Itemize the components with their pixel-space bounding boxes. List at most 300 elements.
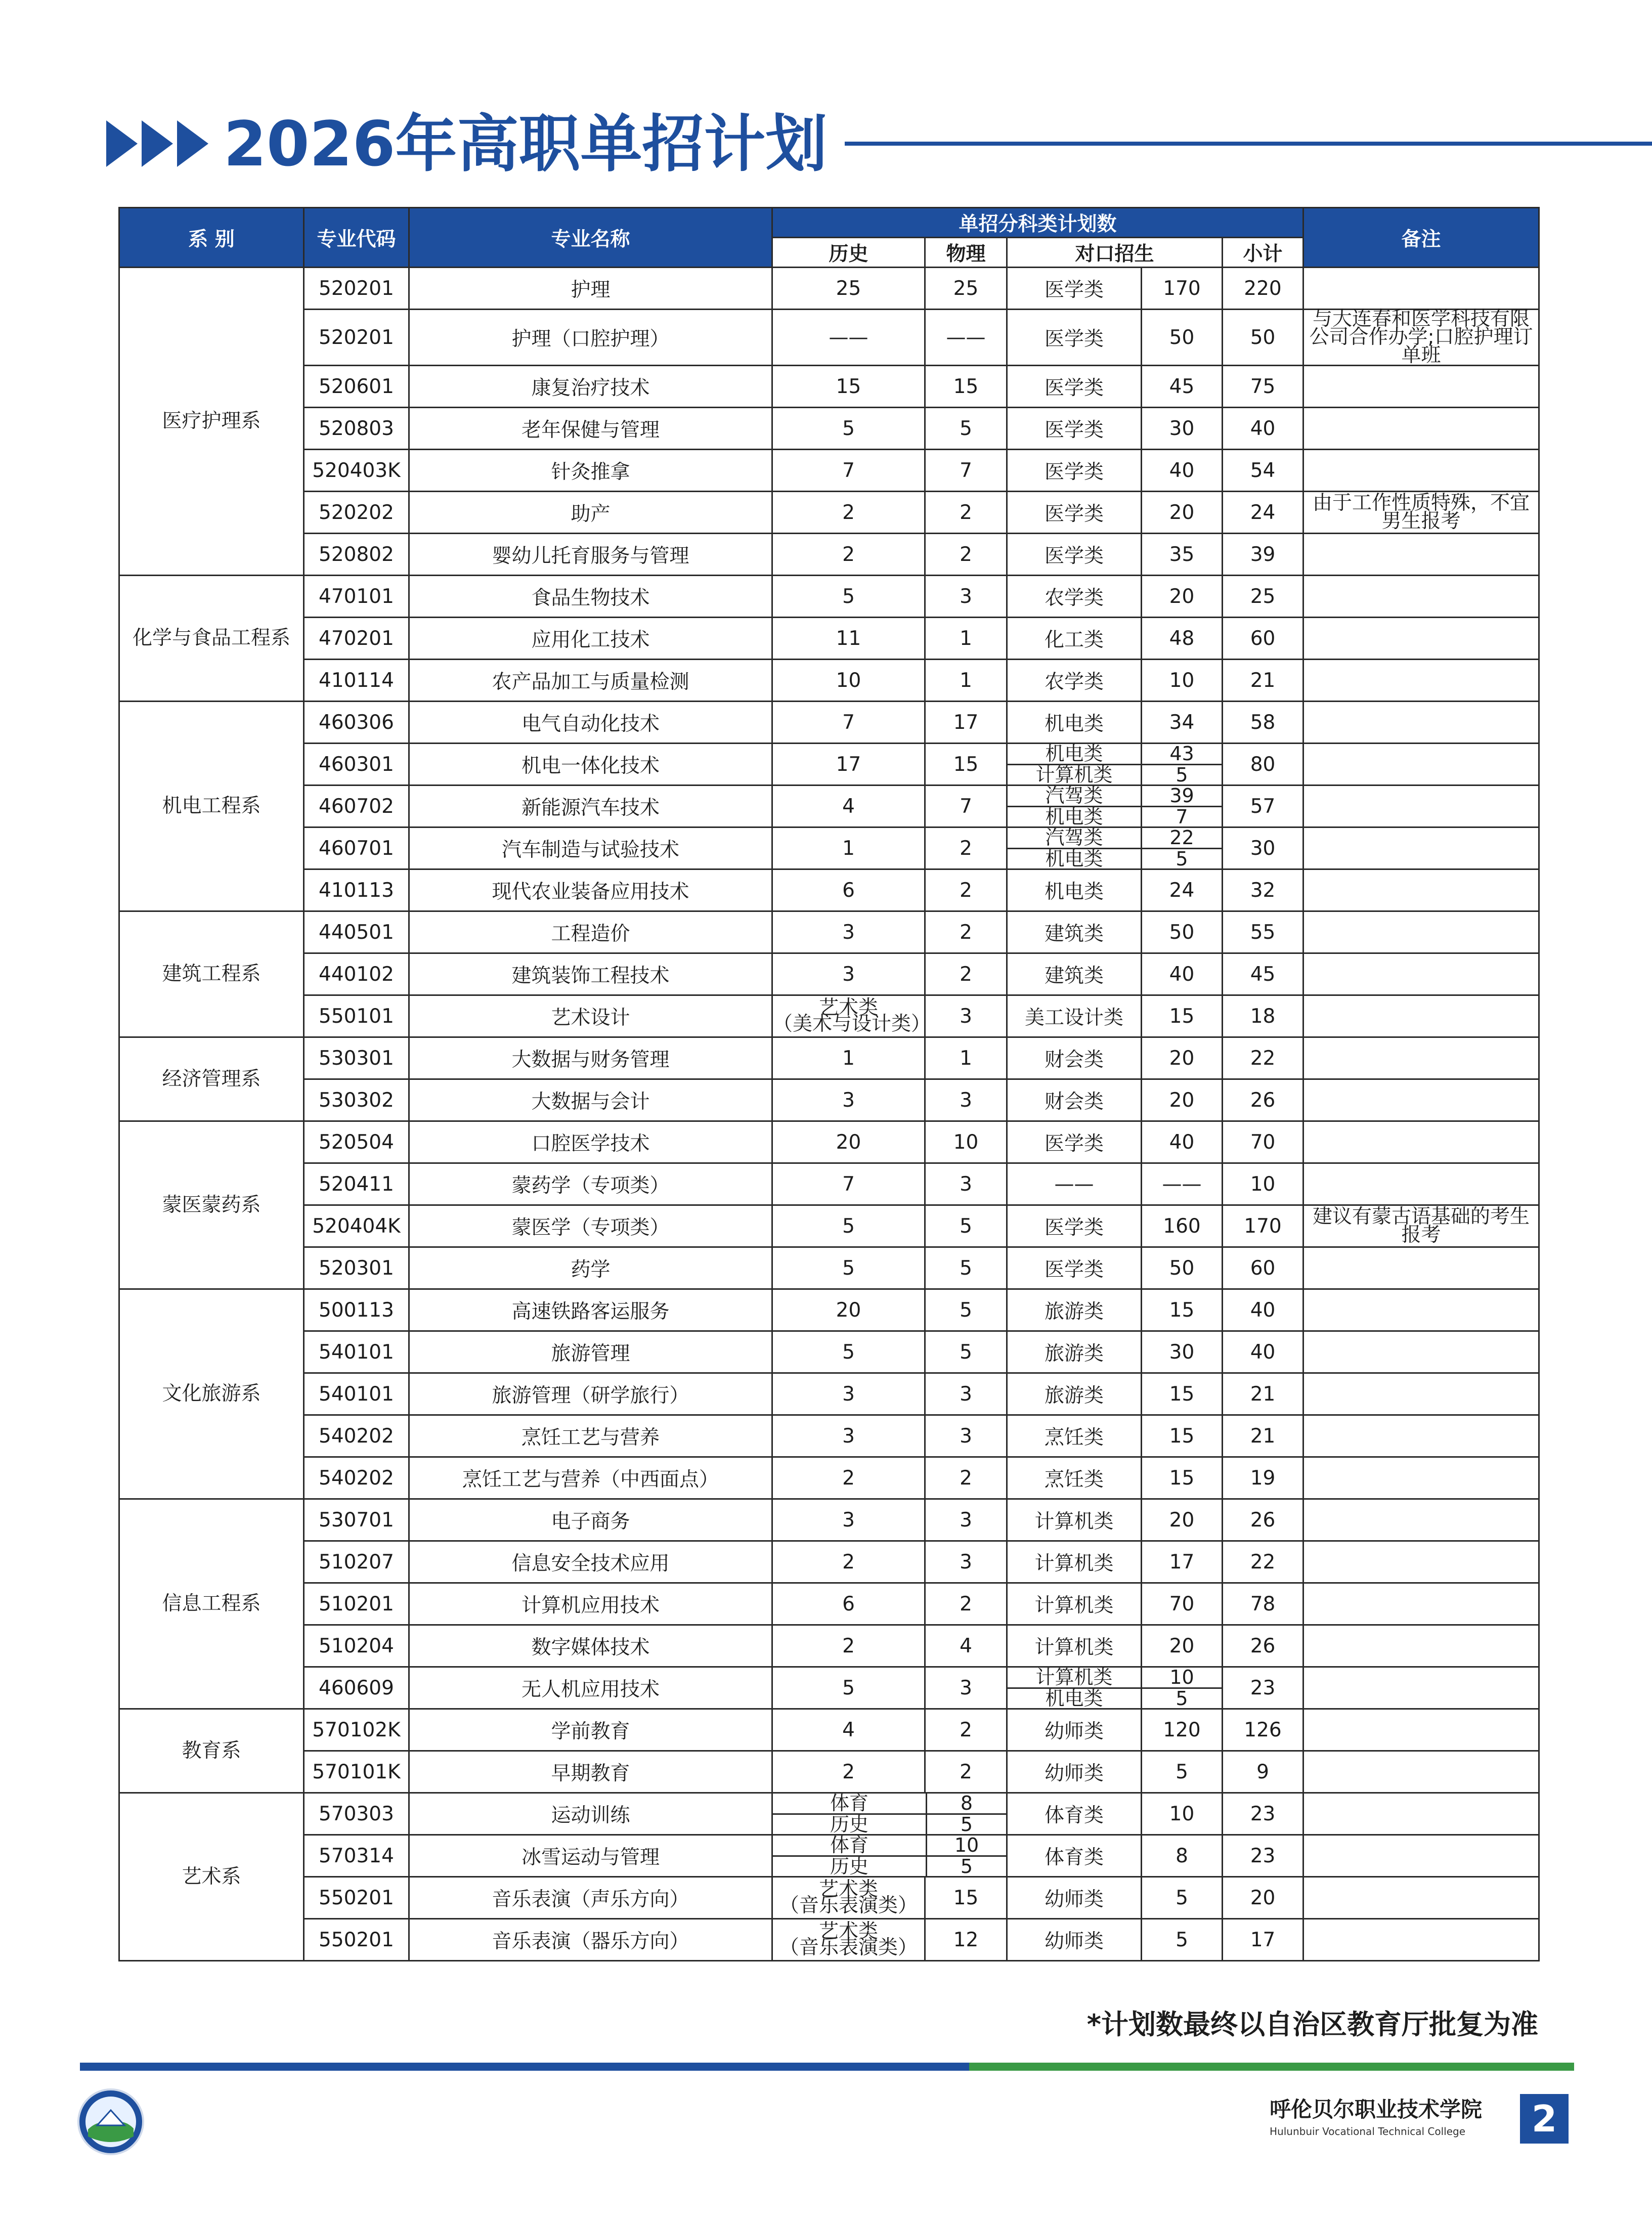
- vocational-num: 15: [1142, 1457, 1223, 1499]
- header-subtotal: 小计: [1223, 238, 1303, 268]
- major-name: 汽车制造与试验技术: [409, 827, 772, 869]
- table-row: [119, 310, 1539, 366]
- major-code: 470201: [304, 618, 409, 660]
- history-cell: 7: [772, 702, 925, 744]
- vocational-num: 10: [1142, 660, 1223, 702]
- major-name: 数字媒体技术: [409, 1625, 772, 1667]
- table-row: [119, 1037, 1539, 1079]
- major-code: 520504: [304, 1121, 409, 1163]
- note-cell: [1303, 1121, 1539, 1163]
- table-row: [119, 744, 1539, 786]
- history-cell: 1: [772, 827, 925, 869]
- vocational-num-split: [1142, 828, 1222, 868]
- subtotal-cell: 80: [1223, 744, 1303, 786]
- history-sub-b: 历史: [773, 1813, 926, 1835]
- physics-cell: 3: [925, 1667, 1007, 1709]
- vocational-num: 20: [1142, 492, 1223, 534]
- subtotal-cell: 40: [1223, 1289, 1303, 1331]
- subtotal-cell: 24: [1223, 492, 1303, 534]
- history-cell: 20: [772, 1289, 925, 1331]
- subtotal-cell: 40: [1223, 1331, 1303, 1373]
- vocational-type: 医学类: [1007, 492, 1142, 534]
- physics-cell: 2: [925, 492, 1007, 534]
- vocational-type: 旅游类: [1007, 1331, 1142, 1373]
- major-code: 520601: [304, 366, 409, 408]
- history-cell: 25: [772, 268, 925, 310]
- vocational-num: 15: [1142, 1415, 1223, 1457]
- major-code: 540202: [304, 1415, 409, 1457]
- vocational-num: 20: [1142, 576, 1223, 618]
- physics-cell: 5: [925, 1289, 1007, 1331]
- major-code: 530302: [304, 1079, 409, 1121]
- vocational-num-a: 39: [1169, 784, 1194, 807]
- note-cell: [1303, 1583, 1539, 1625]
- history-cell: 2: [772, 1625, 925, 1667]
- history-cell: 15: [772, 366, 925, 408]
- header-major: 专业名称: [409, 208, 772, 268]
- vocational-type: ——: [1007, 1163, 1142, 1205]
- physics-cell: 1: [925, 1037, 1007, 1079]
- vocational-type-split: [1008, 828, 1141, 868]
- dept-cell: 医疗护理系: [119, 268, 304, 576]
- history-cell: 7: [772, 1163, 925, 1205]
- major-code: 540202: [304, 1457, 409, 1499]
- history-line-a: 艺术类: [818, 1920, 878, 1943]
- vocational-num: ——: [1142, 1163, 1223, 1205]
- note-cell: [1303, 660, 1539, 702]
- major-name: 建筑装饰工程技术: [409, 953, 772, 995]
- subtotal-cell: 39: [1223, 534, 1303, 576]
- physics-cell: 3: [925, 1373, 1007, 1415]
- major-code: 440501: [304, 911, 409, 953]
- major-code: 460702: [304, 786, 409, 827]
- history-cell: 4: [772, 786, 925, 827]
- physics-cell: 2: [925, 1457, 1007, 1499]
- note-cell: [1303, 618, 1539, 660]
- major-code: 520201: [304, 268, 409, 310]
- note-cell: [1303, 408, 1539, 450]
- table-row: [119, 1163, 1539, 1205]
- major-code: 520301: [304, 1247, 409, 1289]
- major-code: 530701: [304, 1499, 409, 1541]
- vocational-num: 30: [1142, 408, 1223, 450]
- major-code: 550201: [304, 1919, 409, 1961]
- vocational-num: 50: [1142, 1247, 1223, 1289]
- history-cell: 7: [772, 450, 925, 492]
- physics-cell: 5: [925, 1247, 1007, 1289]
- physics-cell: 2: [925, 953, 1007, 995]
- header-code: 专业代码: [304, 208, 409, 268]
- header-note: 备注: [1303, 208, 1539, 268]
- page-title: 2026年高职单招计划: [224, 108, 828, 180]
- vocational-type-split: [1008, 786, 1141, 826]
- vocational-type-b: 计算机类: [1008, 764, 1141, 785]
- history-line-b: （美术与设计类）: [773, 1013, 931, 1035]
- vocational-type: 计算机类: [1007, 1499, 1142, 1541]
- table-row: [119, 995, 1539, 1037]
- major-code: 540101: [304, 1331, 409, 1373]
- physics-cell: 4: [925, 1625, 1007, 1667]
- history-cell: 5: [772, 408, 925, 450]
- vocational-num: 30: [1142, 1331, 1223, 1373]
- major-code: 570102K: [304, 1709, 409, 1751]
- footnote: *计划数最终以自治区教育厅批复为准: [1086, 2009, 1538, 2040]
- note-cell: [1303, 1037, 1539, 1079]
- note-cell: [1303, 1499, 1539, 1541]
- header-plan-group: 单招分科类计划数: [772, 208, 1303, 238]
- subtotal-cell: 70: [1223, 1121, 1303, 1163]
- vocational-type: 美工设计类: [1007, 995, 1142, 1037]
- major-code: 460301: [304, 744, 409, 786]
- subtotal-cell: 23: [1223, 1835, 1303, 1877]
- vocational-type: 农学类: [1007, 660, 1142, 702]
- note-cell: [1303, 995, 1539, 1037]
- footer-bar-green: [969, 2063, 1574, 2071]
- major-name: 大数据与会计: [409, 1079, 772, 1121]
- physics-cell: 15: [925, 744, 1007, 786]
- note-cell: [1303, 1877, 1539, 1919]
- note-cell: [1303, 786, 1539, 827]
- school-logo-icon: [77, 2088, 145, 2156]
- vocational-num-b: 5: [1142, 1687, 1222, 1709]
- vocational-type: 计算机类: [1007, 1625, 1142, 1667]
- table-row: [119, 1919, 1539, 1961]
- subtotal-cell: 21: [1223, 1415, 1303, 1457]
- dept-cell: 经济管理系: [119, 1037, 304, 1121]
- dept-cell: 机电工程系: [119, 702, 304, 911]
- vocational-type: 化工类: [1007, 618, 1142, 660]
- physics-cell: 5: [925, 1331, 1007, 1373]
- vocational-num: 24: [1142, 869, 1223, 911]
- major-name: 机电一体化技术: [409, 744, 772, 786]
- history-cell: 3: [772, 1499, 925, 1541]
- physics-cell: ——: [925, 310, 1007, 366]
- table-row: [119, 660, 1539, 702]
- history-cell: 2: [772, 1457, 925, 1499]
- note-cell: [1303, 1289, 1539, 1331]
- history-cell: 10: [772, 660, 925, 702]
- note-cell: [1303, 911, 1539, 953]
- vocational-num: 5: [1142, 1877, 1223, 1919]
- major-code: 520802: [304, 534, 409, 576]
- table-row: [119, 1877, 1539, 1919]
- note-cell: [1303, 450, 1539, 492]
- major-code: 520803: [304, 408, 409, 450]
- note-cell: [1303, 1163, 1539, 1205]
- vocational-num: 20: [1142, 1499, 1223, 1541]
- note-cell: [1303, 1709, 1539, 1751]
- physics-cell: 2: [925, 1751, 1007, 1793]
- physics-sub-a: 10: [954, 1834, 979, 1857]
- table-row: [119, 827, 1539, 869]
- note-cell: [1303, 1793, 1539, 1835]
- table-row: [119, 1625, 1539, 1667]
- major-code: 460701: [304, 827, 409, 869]
- vocational-type: 幼师类: [1007, 1877, 1142, 1919]
- subtotal-cell: 22: [1223, 1037, 1303, 1079]
- table-row: [119, 492, 1539, 534]
- table-row: [119, 1247, 1539, 1289]
- table-body: [119, 268, 1539, 1961]
- history-cell: [772, 1919, 925, 1961]
- note-cell: [1303, 827, 1539, 869]
- history-cell: 2: [772, 492, 925, 534]
- major-code: 550201: [304, 1877, 409, 1919]
- subtotal-cell: 23: [1223, 1793, 1303, 1835]
- table-row: [119, 1541, 1539, 1583]
- history-cell: 11: [772, 618, 925, 660]
- vocational-type: 农学类: [1007, 576, 1142, 618]
- school-name-en: Hulunbuir Vocational Technical College: [1270, 2125, 1466, 2137]
- sport-split-cell: [773, 1836, 1006, 1876]
- vocational-num: 20: [1142, 1079, 1223, 1121]
- subtotal-cell: 19: [1223, 1457, 1303, 1499]
- history-cell: [772, 995, 931, 1037]
- physics-cell: 5: [925, 408, 1007, 450]
- table-row: [119, 1835, 1539, 1877]
- table-row: [119, 1499, 1539, 1541]
- major-code: 500113: [304, 1289, 409, 1331]
- physics-sub-b: 5: [927, 1855, 1006, 1877]
- dept-cell: 建筑工程系: [119, 911, 304, 1037]
- vocational-num: 45: [1142, 366, 1223, 408]
- vocational-type-b: 机电类: [1008, 848, 1141, 869]
- history-cell: 1: [772, 1037, 925, 1079]
- major-name: 工程造价: [409, 911, 772, 953]
- enrollment-plan-table: [118, 207, 1540, 1961]
- vocational-num-split: [1142, 786, 1222, 826]
- vocational-type: 财会类: [1007, 1079, 1142, 1121]
- vocational-num: 20: [1142, 1625, 1223, 1667]
- major-name: 护理（口腔护理）: [409, 310, 772, 366]
- table-row: [119, 1457, 1539, 1499]
- physics-cell: 2: [925, 1709, 1007, 1751]
- dept-cell: 教育系: [119, 1709, 304, 1793]
- subtotal-cell: 21: [1223, 660, 1303, 702]
- subtotal-cell: 26: [1223, 1079, 1303, 1121]
- history-line-b: （音乐表演类）: [779, 1894, 918, 1917]
- vocational-num-b: 5: [1142, 848, 1222, 869]
- physics-cell: 3: [925, 1541, 1007, 1583]
- footer-bar-blue: [80, 2063, 969, 2071]
- physics-cell: 2: [925, 1583, 1007, 1625]
- major-code: 440102: [304, 953, 409, 995]
- note-cell: [1303, 702, 1539, 744]
- table-row: [119, 1205, 1539, 1247]
- physics-cell: 3: [925, 1079, 1007, 1121]
- major-name: 农产品加工与质量检测: [409, 660, 772, 702]
- note-cell: [1303, 1667, 1539, 1709]
- major-code: 510201: [304, 1583, 409, 1625]
- major-name: 老年保健与管理: [409, 408, 772, 450]
- major-code: 510204: [304, 1625, 409, 1667]
- major-name: 药学: [409, 1247, 772, 1289]
- vocational-type: 计算机类: [1007, 1583, 1142, 1625]
- subtotal-cell: 126: [1223, 1709, 1303, 1751]
- physics-cell: 15: [925, 366, 1007, 408]
- vocational-type: 医学类: [1007, 1121, 1142, 1163]
- major-code: 520411: [304, 1163, 409, 1205]
- note-cell: [1303, 1751, 1539, 1793]
- subtotal-cell: 75: [1223, 366, 1303, 408]
- history-cell: 6: [772, 869, 925, 911]
- major-name: 大数据与财务管理: [409, 1037, 772, 1079]
- dept-cell: 信息工程系: [119, 1499, 304, 1709]
- major-name: 助产: [409, 492, 772, 534]
- vocational-num-split: [1142, 744, 1222, 784]
- subtotal-cell: 60: [1223, 618, 1303, 660]
- history-cell: 5: [772, 1667, 925, 1709]
- history-cell: 5: [772, 1331, 925, 1373]
- major-code: 510207: [304, 1541, 409, 1583]
- history-cell: 20: [772, 1121, 925, 1163]
- physics-sub-b: 5: [927, 1813, 1006, 1835]
- major-name: 运动训练: [409, 1793, 772, 1835]
- note-cell: [1303, 1625, 1539, 1667]
- table-row: [119, 911, 1539, 953]
- history-cell: 5: [772, 1247, 925, 1289]
- vocational-type-b: 机电类: [1008, 806, 1141, 827]
- physics-cell: 3: [925, 1163, 1007, 1205]
- vocational-type-split: [1008, 1668, 1141, 1708]
- vocational-num: 35: [1142, 534, 1223, 576]
- vocational-type: 烹饪类: [1007, 1457, 1142, 1499]
- vocational-type: 医学类: [1007, 310, 1142, 366]
- vocational-type: 医学类: [1007, 408, 1142, 450]
- major-code: 540101: [304, 1373, 409, 1415]
- header-vocational: 对口招生: [1007, 238, 1223, 268]
- table-row: [119, 1289, 1539, 1331]
- major-code: 520404K: [304, 1205, 409, 1247]
- major-name: 护理: [409, 268, 772, 310]
- subtotal-cell: 60: [1223, 1247, 1303, 1289]
- subtotal-cell: 30: [1223, 827, 1303, 869]
- vocational-num: 170: [1142, 268, 1223, 310]
- triple-arrow-icon: [106, 120, 212, 167]
- school-name-block: [1270, 2093, 1482, 2137]
- vocational-num-a: 22: [1169, 826, 1194, 849]
- major-name: 烹饪工艺与营养: [409, 1415, 772, 1457]
- physics-cell: 17: [925, 702, 1007, 744]
- vocational-num: 40: [1142, 953, 1223, 995]
- major-code: 410113: [304, 869, 409, 911]
- major-name: 蒙药学（专项类）: [409, 1163, 772, 1205]
- vocational-num: 17: [1142, 1541, 1223, 1583]
- history-cell: 5: [772, 1205, 925, 1247]
- note-cell: [1303, 1415, 1539, 1457]
- history-cell: 3: [772, 1373, 925, 1415]
- physics-cell: 1: [925, 618, 1007, 660]
- history-line-a: 艺术类: [818, 1878, 878, 1901]
- major-name: 早期教育: [409, 1751, 772, 1793]
- vocational-type: 烹饪类: [1007, 1415, 1142, 1457]
- major-code: 570303: [304, 1793, 409, 1835]
- major-name: 电子商务: [409, 1499, 772, 1541]
- major-name: 口腔医学技术: [409, 1121, 772, 1163]
- major-name: 计算机应用技术: [409, 1583, 772, 1625]
- physics-cell: 2: [925, 869, 1007, 911]
- major-code: 530301: [304, 1037, 409, 1079]
- subtotal-cell: 57: [1223, 786, 1303, 827]
- subtotal-cell: 23: [1223, 1667, 1303, 1709]
- subtotal-cell: 54: [1223, 450, 1303, 492]
- vocational-type-b: 机电类: [1008, 1687, 1141, 1709]
- major-code: 520201: [304, 310, 409, 366]
- table-row: [119, 869, 1539, 911]
- major-name: 应用化工技术: [409, 618, 772, 660]
- major-name: 旅游管理（研学旅行）: [409, 1373, 772, 1415]
- major-name: 婴幼儿托育服务与管理: [409, 534, 772, 576]
- physics-cell: 3: [925, 576, 1007, 618]
- physics-cell: 5: [925, 1205, 1007, 1247]
- vocational-num-b: 7: [1142, 806, 1222, 827]
- note-cell: [1303, 268, 1539, 310]
- table-row: [119, 1667, 1539, 1709]
- major-name: 食品生物技术: [409, 576, 772, 618]
- vocational-type: 医学类: [1007, 1205, 1142, 1247]
- history-cell: 3: [772, 1079, 925, 1121]
- note-cell: [1303, 366, 1539, 408]
- vocational-type: 体育类: [1007, 1835, 1142, 1877]
- dept-cell: 蒙医蒙药系: [119, 1121, 304, 1289]
- sport-split-cell: [773, 1794, 1006, 1834]
- table-row: [119, 1793, 1539, 1835]
- dept-cell: 文化旅游系: [119, 1289, 304, 1499]
- vocational-type: 医学类: [1007, 450, 1142, 492]
- major-code: 410114: [304, 660, 409, 702]
- major-name: 高速铁路客运服务: [409, 1289, 772, 1331]
- note-cell: [1303, 744, 1539, 786]
- history-cell: 6: [772, 1583, 925, 1625]
- school-name-cn: 呼伦贝尔职业技术学院: [1270, 2097, 1483, 2122]
- major-name: 电气自动化技术: [409, 702, 772, 744]
- note-cell: 由于工作性质特殊，不宜男生报考: [1303, 492, 1539, 534]
- vocational-num: 5: [1142, 1751, 1223, 1793]
- major-code: 550101: [304, 995, 409, 1037]
- physics-cell: 7: [925, 786, 1007, 827]
- vocational-num-a: 10: [1169, 1666, 1194, 1689]
- note-cell: [1303, 576, 1539, 618]
- subtotal-cell: 26: [1223, 1625, 1303, 1667]
- physics-cell: 7: [925, 450, 1007, 492]
- physics-cell: 15: [925, 1877, 1007, 1919]
- dept-cell: 化学与食品工程系: [119, 576, 304, 702]
- major-name: 旅游管理: [409, 1331, 772, 1373]
- vocational-num: 5: [1142, 1919, 1223, 1961]
- note-cell: [1303, 1331, 1539, 1373]
- major-code: 520202: [304, 492, 409, 534]
- header-history: 历史: [772, 238, 925, 268]
- physics-cell: 2: [925, 911, 1007, 953]
- physics-cell: 3: [925, 1499, 1007, 1541]
- physics-cell: 1: [925, 660, 1007, 702]
- vocational-num: 70: [1142, 1583, 1223, 1625]
- table-row: [119, 366, 1539, 408]
- vocational-num: 15: [1142, 995, 1223, 1037]
- history-cell: 3: [772, 1415, 925, 1457]
- title-rule: [845, 142, 1652, 146]
- vocational-type: 体育类: [1007, 1793, 1142, 1835]
- major-code: 520403K: [304, 450, 409, 492]
- subtotal-cell: 45: [1223, 953, 1303, 995]
- vocational-type: 幼师类: [1007, 1919, 1142, 1961]
- table-row: [119, 1373, 1539, 1415]
- physics-cell: 12: [925, 1919, 1007, 1961]
- vocational-type-split: [1008, 744, 1141, 784]
- subtotal-cell: 55: [1223, 911, 1303, 953]
- table-row: [119, 1751, 1539, 1793]
- subtotal-cell: 32: [1223, 869, 1303, 911]
